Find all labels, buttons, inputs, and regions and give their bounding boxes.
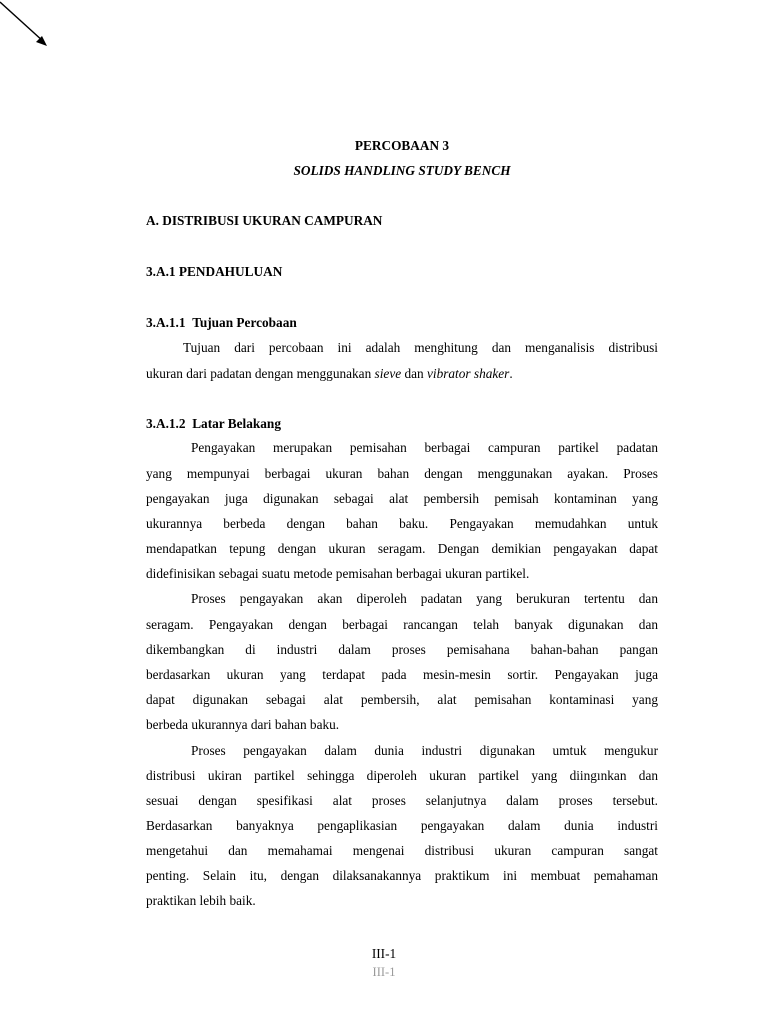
subsection-heading-3a12 (146, 416, 281, 432)
subsection-heading-3a11 (146, 315, 297, 331)
paragraph-line: berbeda ukurannya dari bahan baku. (146, 717, 340, 732)
paragraph-line: berdasarkan ukuran yang terdapat pada mesin-mesin sortir. Pengayakan juga (146, 667, 658, 682)
paragraph-line: Berdasarkan banyaknya pengaplikasian pengayakan dalam dunia industri (146, 818, 658, 833)
paragraph-line: dikembangkan di industri dalam proses pemisahana bahan-bahan pangan (146, 642, 658, 657)
italic-term-sieve: sieve (374, 366, 402, 381)
paragraph-line: dapat digunakan sebagai alat pembersih, alat pemisahan kontaminasi yang (146, 692, 658, 707)
paragraph-line: Proses pengayakan dalam dunia industri digunakan umtuk mengukur (191, 743, 658, 758)
paragraph-line: penting. Selain itu, dengan dilaksanakannya praktikum ini membuat pemahaman (146, 868, 658, 883)
paragraph-line: praktikan lebih baik. (146, 893, 256, 908)
paragraph-line: yang mempunyai berbagai ukuran bahan dengan menggunakan ayakan. Proses (146, 466, 658, 481)
section-heading-3a1: 3.A.1 PENDAHULUAN (146, 264, 283, 279)
text-run: dan (401, 366, 427, 381)
paragraph-line: mengetahui dan memahamai mengenai distribusi ukuran campuran sangat (146, 843, 658, 858)
text-run: ukuran dari padatan dengan menggunakan (146, 366, 375, 381)
paragraph-line: Proses pengayakan akan diperoleh padatan yang berukuran tertentu dan (191, 591, 658, 606)
paragraph-line: sesuai dengan spesifikasi alat proses selanjutnya dalam proses tersebut. (146, 793, 658, 808)
paragraph-line: distribusi ukiran partikel sehingga diperoleh ukuran partikel yang diingınkan dan (146, 768, 658, 783)
paragraph-line: pengayakan juga digunakan sebagai alat pembersih pemisah kontaminan yang (146, 491, 658, 506)
subsection-number: 3.A.1.2 (146, 416, 186, 431)
page-number-ghost: III-1 (372, 965, 396, 979)
section-heading-a: A. DISTRIBUSI UKURAN CAMPURAN (146, 213, 383, 228)
subsection-number: 3.A.1.1 (146, 315, 186, 330)
text-run: . (509, 366, 513, 381)
paragraph-line: mendapatkan tepung dengan ukuran seragam. Dengan demikian pengayakan dapat (146, 541, 658, 556)
document-title: PERCOBAAN 3 (354, 138, 450, 153)
subsection-title: Tujuan Percobaan (192, 315, 297, 330)
paragraph-line: Pengayakan merupakan pemisahan berbagai campuran partikel padatan (191, 440, 658, 455)
corner-arrow-icon (0, 0, 60, 60)
paragraph-line: Tujuan dari percobaan ini adalah menghitung dan menganalisis distribusi (183, 340, 658, 355)
subsection-title: Latar Belakang (192, 416, 281, 431)
document-subtitle: SOLIDS HANDLING STUDY BENCH (293, 163, 511, 178)
paragraph-line: ukurannya berbeda dengan bahan baku. Pengayakan memudahkan untuk (146, 516, 658, 531)
paragraph-line (146, 366, 658, 382)
italic-term-vibrator-shaker: vibrator shaker (426, 366, 510, 381)
paragraph-line: didefinisikan sebagai suatu metode pemisahan berbagai ukuran partikel. (146, 566, 530, 581)
page-number: III-1 (371, 946, 397, 961)
paragraph-line: seragam. Pengayakan dengan berbagai rancangan telah banyak digunakan dan (146, 617, 658, 632)
